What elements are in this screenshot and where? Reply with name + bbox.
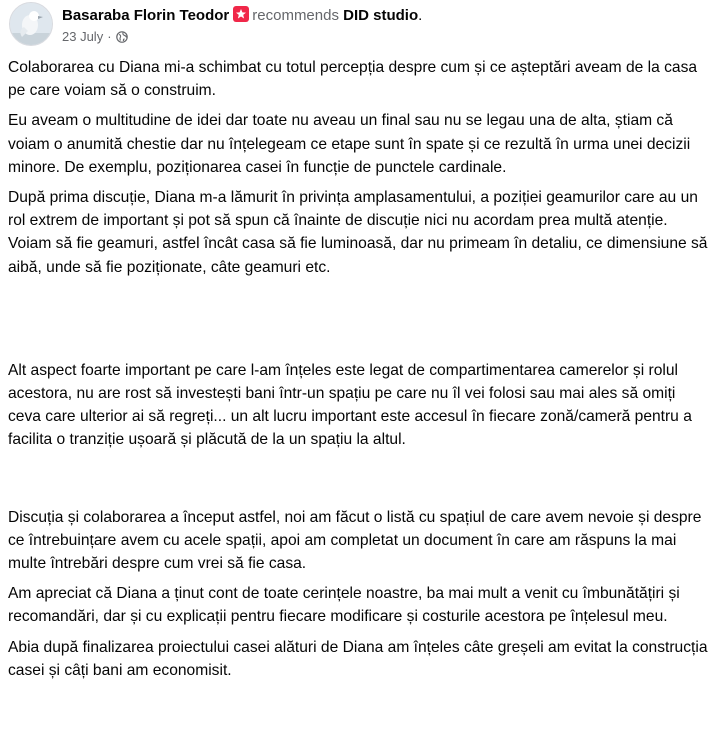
author-avatar[interactable] — [9, 2, 53, 46]
paragraph-7: Abia după finalizarea proiectului casei alături de Diana am înțeles câte greșeli am evitat la construcția casei și câți bani am economisit. — [8, 638, 708, 679]
author-name-link[interactable]: Basaraba Florin Teodor — [62, 7, 230, 24]
paragraph-3: După prima discuție, Diana m-a lămurit în privința amplasamentului, a poziției geamurilor care au un rol extrem de important și pot să spun că înainte de discuție nici nu acordam prea multă atenție. Voiam să fie geamuri, astfel încât casa să fie luminoasă, dar nu primeam în detaliu, ce dimensiune să aibă, unde să fie poziționate, câte geamuri etc. — [8, 189, 708, 276]
post-meta — [62, 29, 128, 45]
paragraph-spacer — [8, 459, 708, 506]
paragraph-5: Discuția și colaborarea a început astfel, noi am făcut o listă cu spațiul de care avem nevoie și despre ce întrebuințare avem cu acele spații, apoi am completat un document în care am răspuns la mai multe întrebări despre cum vrei să fie casa. — [8, 508, 702, 573]
paragraph-2: Eu aveam o multitudine de idei dar toate nu aveau un final sau nu se legau una de alta, știam că voiam o anumită chestie dar nu înțelegeam ce etape sunt în spate și ce rezultă în urma unei decizii minore. De exemplu, poziționarea casei în funcție de punctele cardinale. — [8, 112, 691, 176]
post-header — [9, 2, 715, 48]
paragraph-4: Alt aspect foarte important pe care l-am înțeles este legat de compartimentarea camerelor și rolul acestora, nu are rost să investești bani într-un spațiu pe care nu îl vei folosi sau mai ales să omiți ceva care ulterior ai să regreți... un alt lucru important este accesul în fiecare zonă/cameră pentru a facilita o tranziție ușoară și plăcută de la un spațiu la altul. — [8, 361, 692, 449]
author-line — [62, 6, 422, 26]
meta-separator: · — [107, 29, 112, 44]
globe-icon — [116, 31, 128, 43]
page-name-suffix: . — [418, 7, 423, 24]
profile-photo-icon — [10, 3, 53, 46]
paragraph-spacer — [8, 286, 708, 359]
post-body — [8, 56, 708, 689]
page-name-link[interactable]: DID studio — [343, 7, 419, 24]
paragraph-6: Am apreciat că Diana a ținut cont de toate cerințele noastre, ba mai mult a venit cu îmbunătățiri și recomandări, dar și cu explicații pentru fiecare modificare și costurile acestora pe înțelesul meu. — [8, 585, 680, 626]
recommend-star-icon — [233, 6, 249, 22]
recommends-text: recommends — [252, 7, 339, 24]
post-date-link[interactable]: 23 July — [62, 29, 104, 44]
paragraph-1: Colaborarea cu Diana mi-a schimbat cu totul percepția despre cum și ce așteptări aveam de la casa pe care voiam să o construim. — [8, 59, 698, 100]
